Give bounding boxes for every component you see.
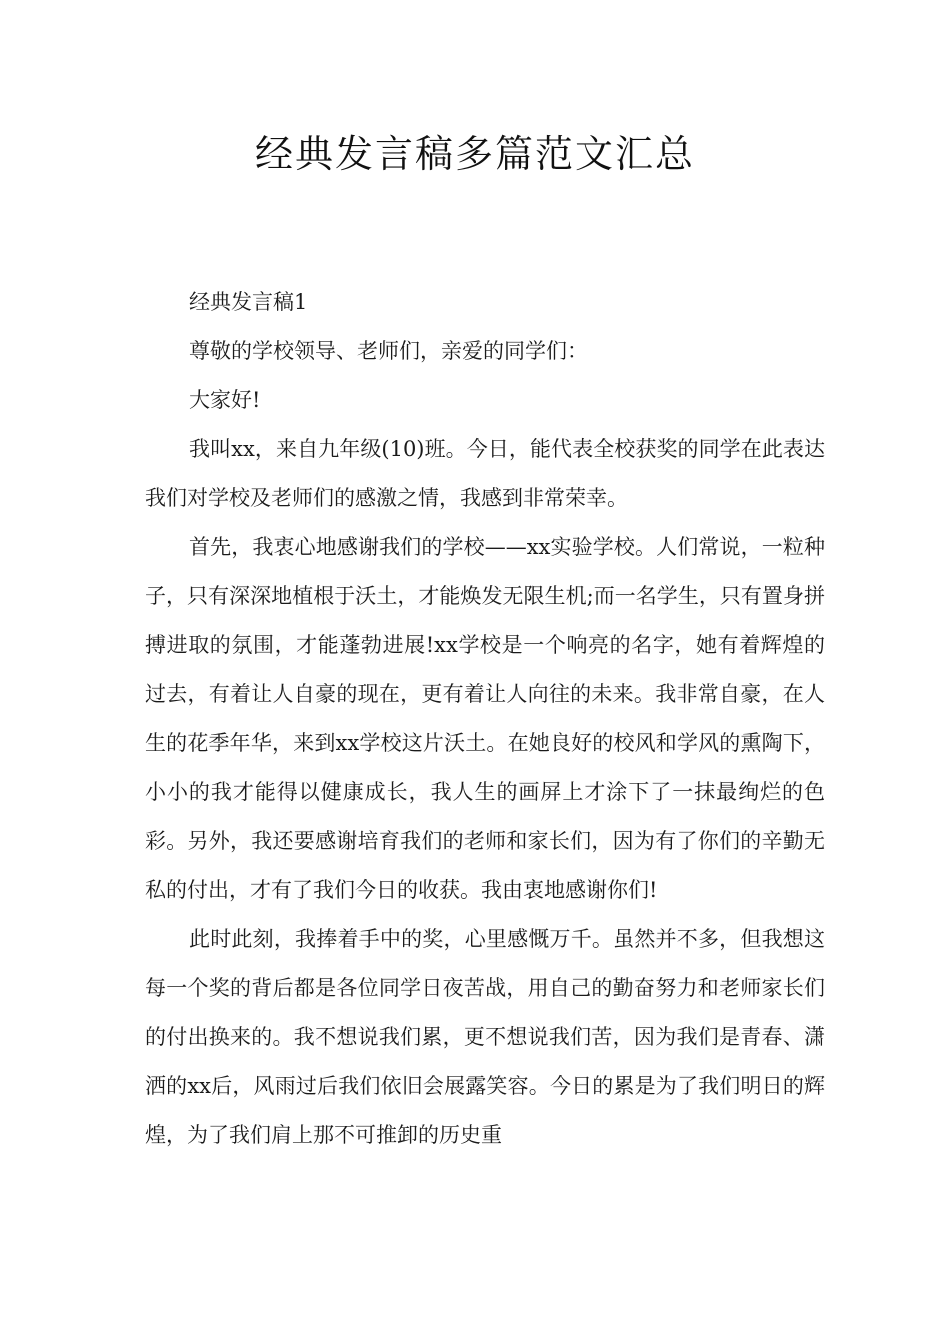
document-title: 经典发言稿多篇范文汇总: [254, 132, 695, 176]
section-heading: 经典发言稿1: [189, 290, 308, 314]
paragraph-thanks: 首先，我衷心地感谢我们的学校——xx实验学校。人们常说，一粒种子，只有深深地植根于沃土，才能焕发无限生机;而一名学生，只有置身拼搏进取的氛围，才能蓬勃进展!xx学校是一个响亮的名字，她有着辉煌的过去，有着让人自豪的现在，更有着让人向往的未来。我非常自豪，在人生的花季年华，来到xx学校这片沃土。在她良好的校风和学风的熏陶下，小小的我才能得以健康成长，我人生的画屏上才涂下了一抹最绚烂的色彩。另外，我还要感谢培育我们的老师和家长们，因为有了你们的辛勤无私的付出，才有了我们今日的收获。我由衷地感谢你们!: [145, 535, 825, 902]
paragraph-reflection: 此时此刻，我捧着手中的奖，心里感慨万千。虽然并不多，但我想这每一个奖的背后都是各位同学日夜苦战，用自己的勤奋努力和老师家长们的付出换来的。我不想说我们累，更不想说我们苦，因为我们是青春、潇洒的xx后，风雨过后我们依旧会展露笑容。今日的累是为了我们明日的辉煌，为了我们肩上那不可推卸的历史重: [145, 927, 825, 1147]
document-body: [145, 278, 825, 1160]
paragraph-introduction: 我叫xx，来自九年级(10)班。今日，能代表全校获奖的同学在此表达我们对学校及老师们的感激之情，我感到非常荣幸。: [145, 437, 825, 510]
greeting: 大家好!: [189, 388, 261, 412]
salutation: 尊敬的学校领导、老师们，亲爱的同学们：: [189, 339, 588, 363]
